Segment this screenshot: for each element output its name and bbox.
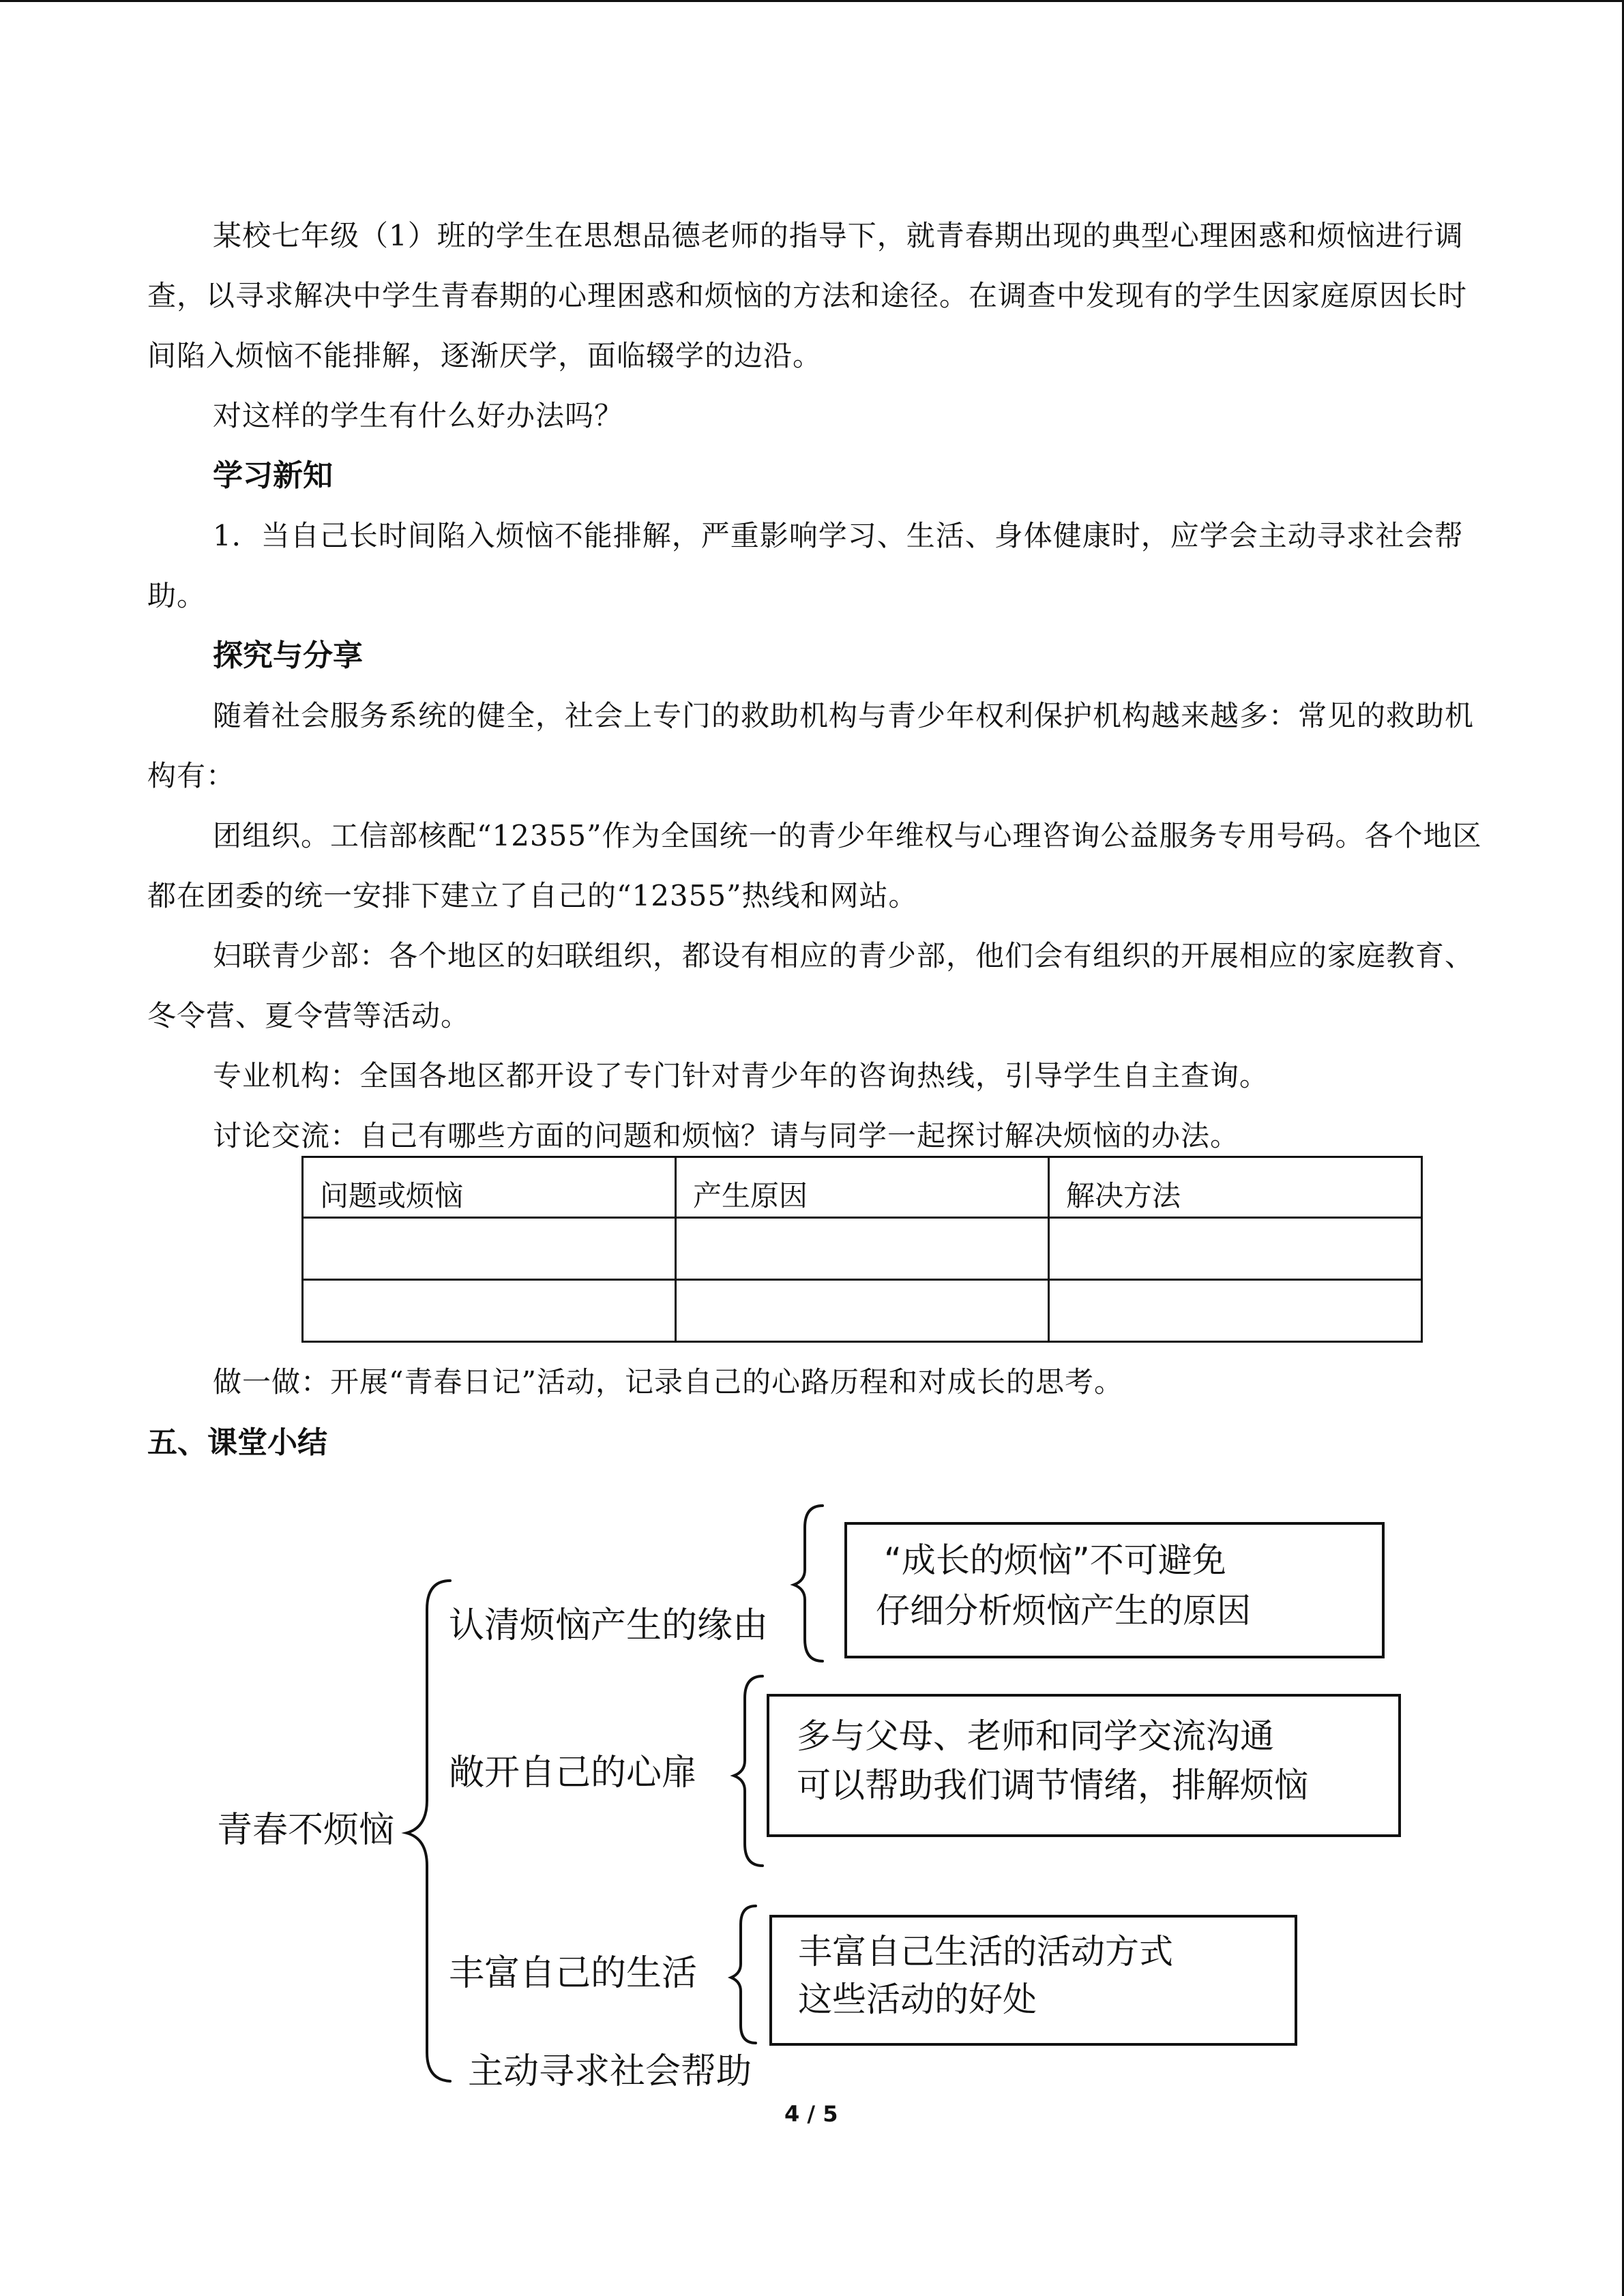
youth-league-paragraph: 团组织。工信部核配“12355”作为全国统一的青少年维权与心理咨询公益服务专用号码。各个地区都在团委的统一安排下建立了自己的“12355”热线和网站。 (147, 819, 1482, 912)
learn-new-heading: 学习新知 (213, 458, 333, 493)
root-brace (407, 1581, 450, 2081)
branch-brace-3 (731, 1906, 756, 2043)
header-problem: 问题或烦恼 (303, 1157, 676, 1218)
branch-label-4: 主动寻求社会帮助 (468, 2051, 752, 2092)
womens-federation-paragraph: 妇联青少部：各个地区的妇联组织，都设有相应的青少部，他们会有组织的开展相应的家庭教育、冬令营、夏令营等活动。 (147, 939, 1475, 1032)
detail-box-3 (769, 1915, 1297, 2046)
branch-brace-2 (734, 1676, 763, 1866)
detail-line: 这些活动的好处 (798, 1980, 1037, 2019)
detail-line: 多与父母、老师和同学交流沟通 (797, 1716, 1274, 1756)
explore-share-heading: 探究与分享 (213, 638, 363, 673)
detail-box-2 (767, 1694, 1401, 1837)
detail-line: “成长的烦恼”不可避免 (884, 1540, 1226, 1580)
do-it-paragraph: 做一做：开展“青春日记”活动，记录自己的心路历程和对成长的思考。 (213, 1365, 1123, 1399)
detail-line: 仔细分析烦恼产生的原因 (876, 1591, 1251, 1630)
professional-agency-paragraph: 专业机构：全国各地区都开设了专门针对青少年的咨询热线，引导学生自主查询。 (213, 1059, 1269, 1092)
detail-line: 丰富自己生活的活动方式 (798, 1932, 1173, 1971)
branch-label-2: 敞开自己的心扉 (449, 1753, 698, 1793)
intro-paragraph: 随着社会服务系统的健全，社会上专门的救助机构与青少年权利保护机构越来越多：常见的救助机构有： (147, 699, 1475, 792)
question-paragraph: 对这样的学生有什么好办法吗？ (213, 399, 624, 432)
mindmap-root: 青春不烦恼 (217, 1810, 395, 1851)
header-cause: 产生原因 (676, 1157, 1049, 1218)
scenario-paragraph: 某校七年级（1）班的学生在思想品德老师的指导下，就青春期出现的典型心理困惑和烦恼进行调查，以寻求解决中学生青春期的心理困惑和烦恼的方法和途径。在调查中发现有的学生因家庭原因长时间陷入烦恼不能排解，逐渐厌学，面临辍学的边沿。 (147, 219, 1468, 372)
page-number: 4 / 5 (784, 2101, 838, 2127)
discussion-paragraph: 讨论交流：自己有哪些方面的问题和烦恼？请与同学一起探讨解决烦恼的办法。 (213, 1119, 1240, 1152)
branch-label-1: 认清烦恼产生的缘由 (449, 1605, 769, 1646)
header-solution: 解决方法 (1049, 1157, 1422, 1218)
branch-brace-1 (794, 1506, 823, 1661)
detail-line: 可以帮助我们调节情绪，排解烦恼 (797, 1765, 1308, 1805)
branch-label-3: 丰富自己的生活 (449, 1953, 698, 1994)
detail-box-1 (844, 1522, 1385, 1658)
summary-heading: 五、课堂小结 (147, 1425, 327, 1460)
point-one-paragraph: 1．当自己长时间陷入烦恼不能排解，严重影响学习、生活、身体健康时，应学会主动寻求社会帮助。 (147, 519, 1464, 612)
